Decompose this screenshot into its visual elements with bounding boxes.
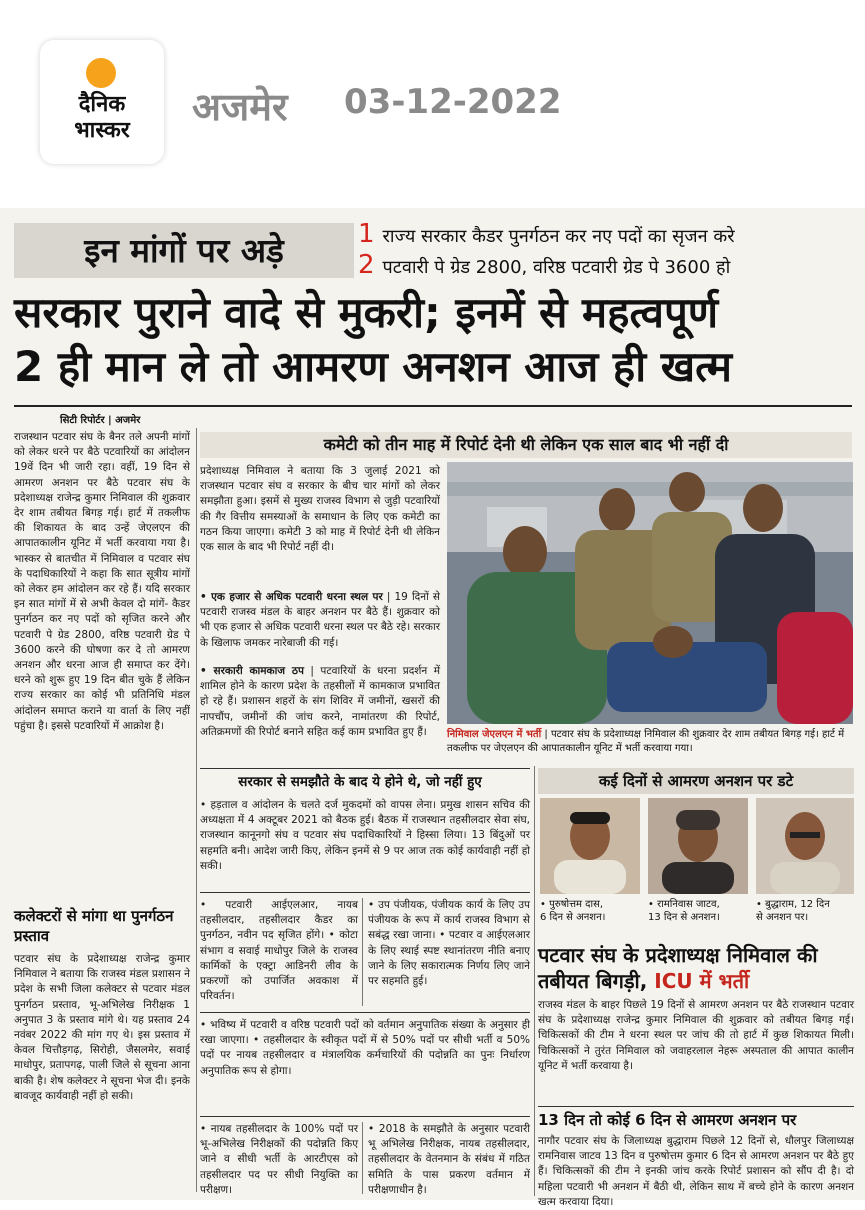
secondary-headline-text: पटवार संघ के प्रदेशाध्यक्ष निमिवाल की तबीयत बिगड़ी,	[538, 943, 818, 993]
portrait-caption	[756, 898, 856, 924]
main-headline-line2: 2 ही मान ले तो आमरण अनशन आज ही खत्म	[14, 342, 732, 391]
divider	[200, 892, 530, 893]
bullet-text: | 19 दिनों से पटवारी राजस्व मंडल के बाहर अनशन पर बैठे हैं। शुक्रवार को भी एक हजार से अधिक पटवारी धरना स्थल पर बैठे रहे। सरकार के खिलाफ जमकर नारेबाजी की गई।	[200, 591, 440, 649]
portrait-photo	[648, 798, 748, 894]
bullet-lead: • सरकारी कामकाज ठप	[200, 665, 304, 677]
icu-label: ICU में भर्ती	[654, 969, 750, 993]
column-divider	[196, 428, 197, 1192]
portrait-illustration	[648, 798, 748, 894]
portrait-days: 6 दिन से अनशन।	[540, 912, 606, 923]
committee-heading: कमेटी को तीन माह में रिपोर्ट देनी थी लेकिन एक साल बाद भी नहीं दी	[200, 432, 852, 458]
byline: सिटी रिपोर्टर | अजमेर	[60, 415, 141, 426]
portrait-photo	[540, 798, 640, 894]
demand-number: 2	[358, 250, 375, 280]
deal-text: • हड़ताल व आंदोलन के चलते दर्ज मुकदमों को वापस लेना। प्रमुख शासन सचिव की अध्यक्षता में 4 अक्टूबर 2021 को बैठक हुई। बैठक में राजस्थान तहसीलदार सेवा संघ, राजस्थान कानूनगो संघ व पटवार संघ पदाधिकारियों ने हिस्सा लिया। 13 बिंदुओं पर सहमति बनी। आदेश जारी किए, लेकिन इनमें से 9 पर आज तक कोई कार्यवाही नहीं हो सकी।	[200, 799, 530, 872]
deal-item-b: • उप पंजीयक, पंजीयक कार्य के लिए उप पंजीयक के रूप में कार्य राजस्व विभाग से सबंद्ध रखा जाना। • पटवार व आईएलआर के लिए स्थाई स्पष्ट स्थानांतरण नीति बनाए जाने के लिए सकारात्मक निर्णय लिए जाने पर सहमति हुई।	[368, 899, 530, 988]
left-column-text-2: पटवार संघ के प्रदेशाध्यक्ष राजेन्द्र कुमार निमिवाल ने बताया कि राजस्व मंडल प्रशासन ने प्रदेश के सभी जिला कलेक्टर से पटवार मंडल पुनर्गठन प्रस्ताव, भू-अभिलेख निरीक्षक 1 अनुपात 3 के प्रस्ताव मांगे थे। यह प्रस्ताव 24 नवंबर 2022 की मांग गए थे। इस प्रस्ताव में केवल चित्तौड़गढ़, सिरोही, जैसलमेर, सवाई माधोपुर, प्रतापगढ़, पाली जिले से सूचना आना बाकी है। शेष कलेक्टर ने सूचना भेज दी। इनके बावजूद कार्यवाही नहीं हो सकी।	[14, 953, 190, 1102]
deal-heading: सरकार से समझौते के बाद ये होने थे, जो नहीं हुए	[238, 774, 482, 790]
bullet-text: | पटवारियों के धरना प्रदर्शन में शामिल होने के कारण प्रदेश के तहसीलों में कामकाज प्रभावित हो रहे हैं। प्रशासन शहरों के संग शिविर में जमीनों, खसरों की नापचौंप, जमीनों की जांच करने, नामांतरण की रिपोर्ट, अतिक्रमणों की रिपोर्ट बनाने सहित कई काम प्रभावित हुए हैं।	[200, 665, 440, 738]
demand-text: पटवारी पे ग्रेड 2800, वरिष्ठ पटवारी ग्रेड पे 3600 हो	[382, 257, 731, 278]
portrait-days: 13 दिन से अनशन।	[648, 912, 720, 923]
demands-heading: इन मांगों पर अड़े	[14, 223, 354, 278]
portrait-caption	[540, 898, 644, 924]
divider	[200, 1116, 530, 1117]
demand-item	[358, 252, 858, 281]
demand-text: राज्य सरकार कैडर पुनर्गठन कर नए पदों का सृजन करे	[382, 226, 735, 247]
portrait-name: • पुरुषोत्तम दास,	[540, 899, 604, 910]
left-column-text: राजस्थान पटवार संघ के बैनर तले अपनी मांगों को लेकर धरने पर बैठे पटवारियों का आंदोलन 19वें दिन भी जारी रहा। वहीं, 19 दिन से आमरण अनशन पर बैठे पटवार संघ के प्रदेशाध्यक्ष राजेन्द्र कुमार निमिवाल की शुक्रवार देर शाम तबीयत बिगड़ गई। हार्ट में तकलीफ की शिकायत के बाद उन्हें जेएलएन की आपातकालीन यूनिट में भर्ती करवाया गया है। भास्कर से बातचीत में निमिवाल व पटवार संघ के पदाधिकारियों ने कहा कि सात सूत्रीय मांगों को लेकर हम आंदोलन कर रहे हैं। यदि सरकार इन सात मांगों में से अभी केवल दो मांगें- कैडर पुनर्गठन कर नए पदों को सृजित करने और पटवारी पे ग्रेड 2800, वरिष्ठ पटवारी ग्रेड पे 3600 करने की घोषणा कर दे तो आमरण अनशन और धरना आज ही समाप्त कर देंगे। धरने को शुरू हुए 19 दिन बीत चुके हैं लेकिन राज्य सरकार का कोई भी प्रतिनिधि मंडल आंदोलन समाप्त कराने या वार्ता के लिए नहीं पहुंचा है। इससे पटवारियों में आक्रोश है।	[14, 431, 190, 732]
column-divider	[362, 898, 363, 1006]
hunger-strike-heading: कई दिनों से आमरण अनशन पर डटे	[538, 768, 854, 794]
demand-item	[358, 221, 858, 250]
deal-item-e: • 2018 के समझौते के अनुसार पटवारी भू अभिलेख निरीक्षक, नायब तहसीलदार, तहसीलदार के वेतनमान के संबंध में गठित समिति के पास प्रकरण वर्तमान में परीक्षणाधीन है।	[368, 1123, 530, 1196]
portrait-caption	[648, 898, 752, 924]
column-divider	[362, 1122, 363, 1194]
bullet-protest	[200, 590, 440, 664]
photo-caption	[447, 728, 853, 756]
caption-text: | पटवार संघ के प्रदेशाध्यक्ष निमिवाल की शुक्रवार देर शाम तबीयत बिगड़ गई। हार्ट में तकलीफ पर जेएलएन की आपातकालीन यूनिट में भर्ती करवाया गया।	[447, 729, 845, 754]
divider	[538, 1106, 854, 1107]
photo-illustration	[447, 462, 853, 724]
fasting-subheading: 13 दिन तो कोई 6 दिन से आमरण अनशन पर	[538, 1111, 797, 1129]
committee-text: प्रदेशाध्यक्ष निमिवाल ने बताया कि 3 जुलाई 2021 को राजस्थान पटवार संघ व सरकार के बीच चार मांगों को लेकर समझौता हुआ। इसमें से मुख्य राजस्व विभाग से जुड़ी पटवारियों की गैर वित्तीय समस्याओं के समाधान के लिए एक कमेटी का गठन किया जाएगा। कमेटी 3 को माह में रिपोर्ट देनी थी लेकिन एक साल के बाद भी रिपोर्ट नहीं दी।	[200, 465, 440, 554]
bullet-work-halt	[200, 664, 440, 764]
left-sub-heading: कलेक्टरों से मांगा था पुनर्गठन प्रस्ताव	[14, 907, 174, 945]
divider	[200, 768, 530, 769]
column-divider	[534, 766, 535, 1196]
divider	[200, 1012, 530, 1013]
logo-text-line1: दैनिक	[78, 92, 126, 117]
portrait-illustration	[540, 798, 640, 894]
date-label: 03-12-2022	[344, 82, 562, 122]
caption-lead: निमिवाल जेएलएन में भर्ती	[447, 729, 542, 740]
deal-item-a: • पटवारी आईएलआर, नायब तहसीलदार, तहसीलदार कैडर का पुनर्गठन, नवीन पद सृजित होंगे। • कोटा संभाग व सवाई माधोपुर जिले के राजस्व कार्मिकों के एक्ट्रा आडिनरी लीव के प्रकरणों को उपार्जित अवकाश में परिवर्तन।	[200, 899, 358, 1003]
logo-text-line2: भास्कर	[74, 118, 130, 143]
portrait-illustration	[756, 798, 854, 894]
portrait-name: • बुद्धाराम, 12 दिन	[756, 899, 830, 910]
logo-sun-icon	[86, 58, 116, 88]
portrait-name: • रामनिवास जाटव,	[648, 899, 720, 910]
main-headline-line1: सरकार पुराने वादे से मुकरी; इनमें से महत्वपूर्ण	[14, 288, 719, 337]
deal-item-d: • नायब तहसीलदार के 100% पदों पर भू-अभिलेख निरीक्षकों की पदोन्नति किए जाने व सीधी भर्ती के आरटीएस को तहसीलदार पद पर सीधी नियुक्ति का परीक्षण।	[200, 1123, 358, 1196]
portrait-photo	[756, 798, 854, 894]
deal-item-c: • भविष्य में पटवारी व वरिष्ठ पटवारी पदों को वर्तमान अनुपातिक संख्या के अनुसार ही रखा जाएगा। • तहसीलदार के स्वीकृत पदों में से 50% पदों पर सीधी भर्ती व 50% पदों पर नायब तहसीलदार व मंत्रालयिक कर्मचारियों की पदोन्नति का पुनः निर्धारण अनुपातिक रूप से होगा।	[200, 1019, 530, 1077]
hospital-photo	[447, 462, 853, 724]
secondary-text: राजस्व मंडल के बाहर पिछले 19 दिनों से आमरण अनशन पर बैठे राजस्थान पटवार संघ के प्रदेशाध्यक्ष राजेन्द्र कुमार निमिवाल की शुक्रवार को तबीयत बिगड़ गई। चिकित्सकों की टीम ने धरना स्थल पर जांच की तो हार्ट में कुछ शिकायत मिली। चिकित्सकों ने तुरंत निमिवाल को जवाहरलाल नेहरू अस्पताल की आपात कालीन यूनिट में भर्ती करवाया है।	[538, 999, 854, 1072]
secondary-headline	[538, 942, 854, 994]
divider	[14, 405, 852, 407]
city-label: अजमेर	[192, 85, 288, 129]
logo-card	[40, 40, 164, 164]
portrait-days: से अनशन पर।	[756, 912, 809, 923]
fasting-text: नागौर पटवार संघ के जिलाध्यक्ष बुद्धाराम पिछले 12 दिनों से, धौलपुर जिलाध्यक्ष रामनिवास जाटव 13 दिन व पुरुषोत्तम कुमार 6 दिन से आमरण अनशन पर बैठे हुए हैं। चिकित्सकों की टीम ने इनकी जांच करके रिपोर्ट प्रशासन को सौंप दी है। दो महिला पटवारी भी अनशन में बैठी थी, लेकिन साथ में बच्चे होने के कारण अनशन खत्म करवाया दिया।	[538, 1135, 854, 1208]
demand-number: 1	[358, 219, 375, 249]
bullet-lead: • एक हजार से अधिक पटवारी धरना स्थल पर	[200, 591, 383, 603]
